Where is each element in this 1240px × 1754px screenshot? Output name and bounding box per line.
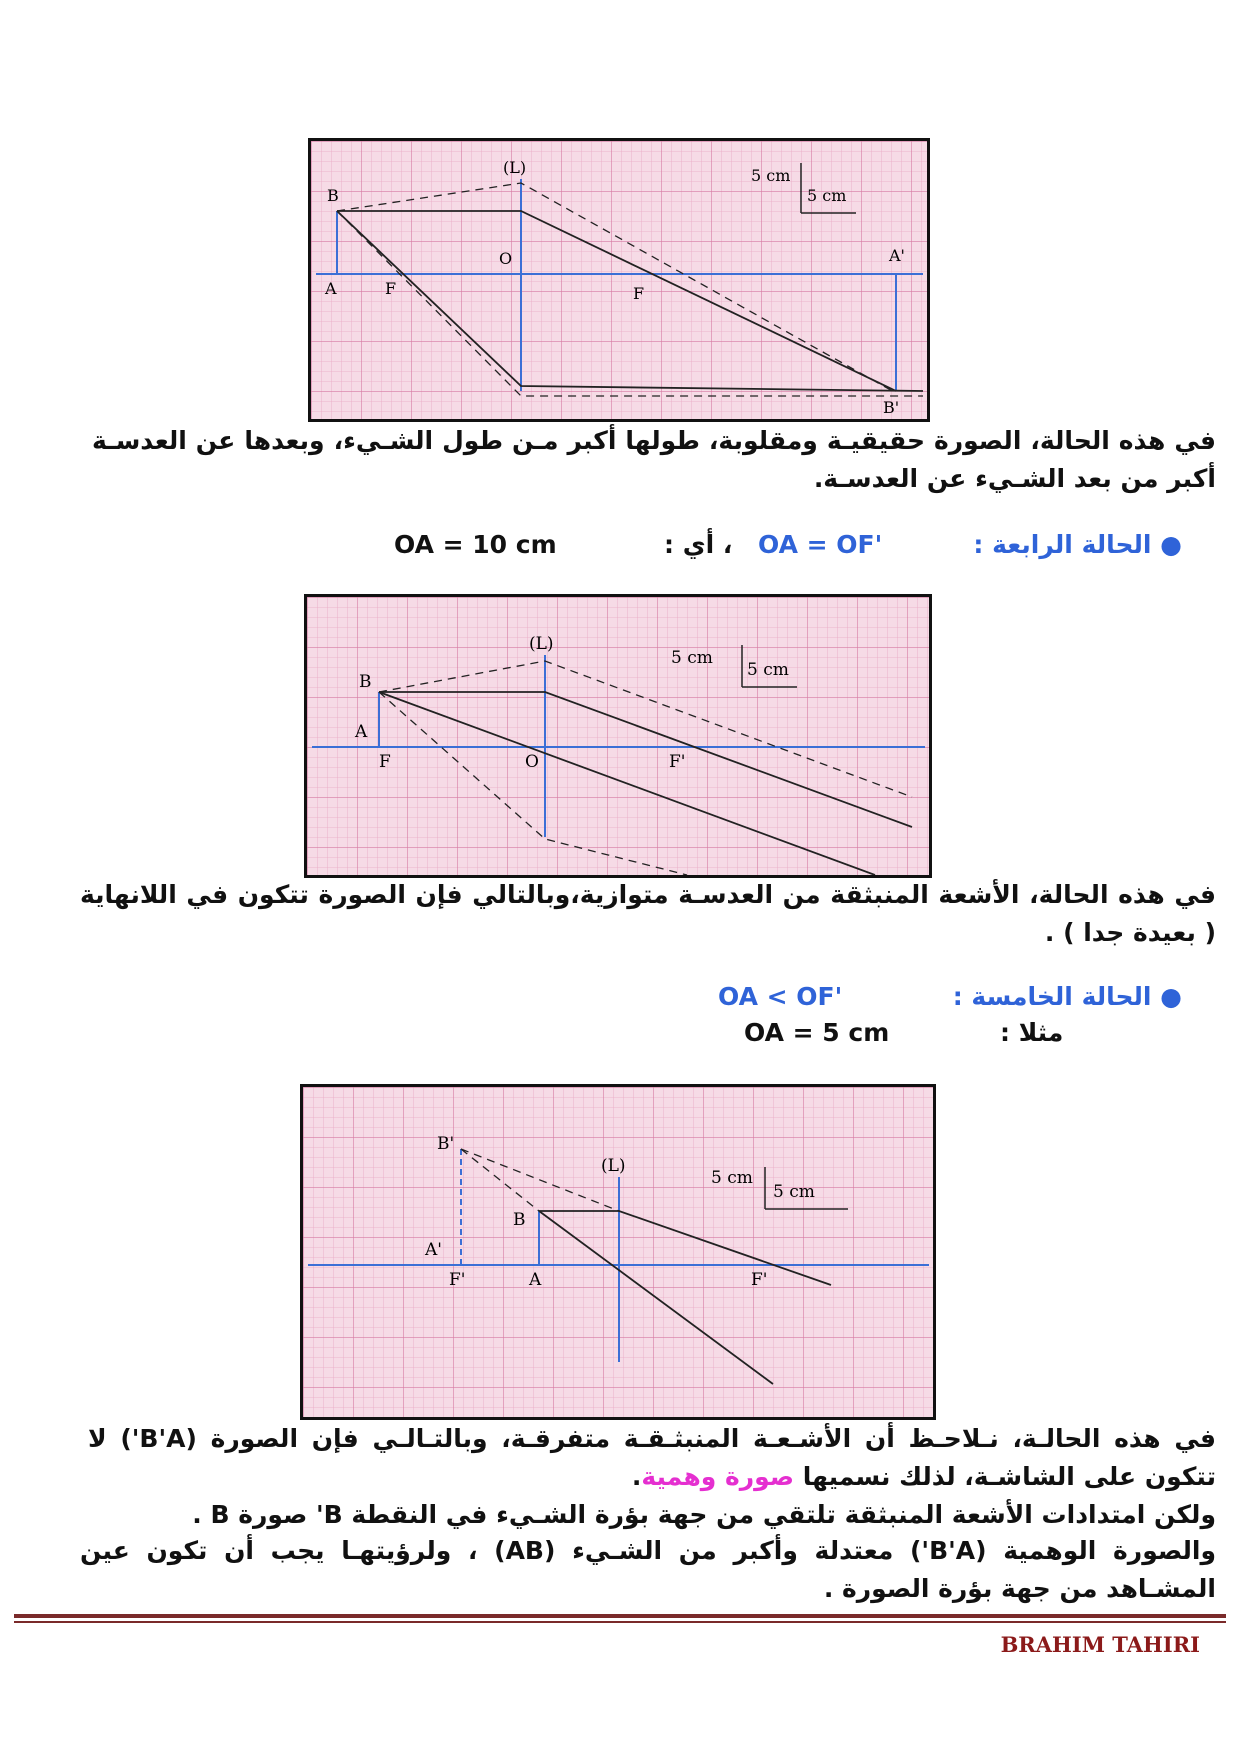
virtual-image-highlight: صورة وهمية — [641, 1462, 794, 1491]
label-B: B — [513, 1210, 526, 1230]
label-B: B — [327, 186, 339, 205]
footer-rule — [14, 1614, 1226, 1618]
label-A-prime: A' — [889, 246, 905, 265]
label-A: A — [355, 722, 368, 742]
case5-description — [88, 1420, 1216, 1496]
scale-h-label: 5 cm — [747, 660, 789, 680]
label-A: A — [325, 279, 337, 298]
label-B: B — [359, 672, 372, 692]
case5-line3: ولكن امتدادات الأشعة المنبثقة تلتقي من جهة بؤرة الشـيء في النقطة B' صورة B . — [192, 1500, 1216, 1529]
case4-connector: ، أي : — [664, 530, 733, 559]
case5-text-part2: . — [631, 1462, 642, 1491]
figure-case5-ray-diagram — [300, 1084, 936, 1420]
case5-example-label: مثلا : — [1000, 1018, 1064, 1047]
lens-label: (L) — [529, 634, 554, 654]
case4-value: OA = 10 cm — [394, 530, 557, 559]
scale-v-label: 5 cm — [751, 166, 791, 185]
case5-text-part1: في هذه الحالـة، نـلاحـظ أن الأشـعـة المنبثـقـة متفرقـة، وبالتـالـي فإن الصورة (B'A') لا تتكون على الشاشـة، لذلك نسميها — [88, 1424, 1216, 1491]
case4-heading: ● الحالة الرابعة : — [973, 530, 1182, 559]
lens-label: (L) — [601, 1156, 626, 1176]
scale-h-label: 5 cm — [773, 1182, 815, 1202]
scale-v-label: 5 cm — [711, 1168, 753, 1188]
case5-heading: ● الحالة الخامسة : — [952, 982, 1182, 1011]
label-A-prime: A' — [425, 1240, 442, 1260]
case4-description: في هذه الحالة، الأشعة المنبثقة من العدسـة متوازية،وبالتالي فإن الصورة تتكون في اللانهاية ( بعيدة جدا ) . — [80, 880, 1216, 947]
label-F-prime: F' — [669, 752, 686, 772]
label-A: A — [529, 1270, 542, 1290]
case5-line4: والصورة الوهمية (B'A') معتدلة وأكبر من الشـيء (AB) ، ولرؤيتهـا يجب أن تكون عين المشـاهد من جهة بؤرة الصورة . — [80, 1536, 1216, 1603]
ray-diagram-svg — [307, 597, 929, 875]
label-F: F' — [449, 1270, 466, 1290]
figure-case3-ray-diagram — [308, 138, 930, 422]
case4-condition: OA = OF' — [758, 530, 883, 559]
label-O: O — [525, 752, 539, 772]
label-F-prime: F — [633, 284, 645, 303]
ray-diagram-svg — [311, 141, 927, 419]
lens-label: (L) — [503, 158, 527, 177]
case3-description: في هذه الحالة، الصورة حقيقيـة ومقلوبة، طولها أكبر مـن طول الشـيء، وبعدها عن العدسـة أكبر من بعد الشـيء عن العدسـة. — [92, 426, 1216, 493]
label-F-prime: F' — [751, 1270, 768, 1290]
scale-v-label: 5 cm — [671, 648, 713, 668]
label-F: F — [385, 279, 397, 298]
label-F: F — [379, 752, 391, 772]
case5-value: OA = 5 cm — [744, 1018, 890, 1047]
label-B-prime: B' — [437, 1134, 455, 1154]
label-B-prime: B' — [883, 398, 900, 417]
ray-diagram-svg — [303, 1087, 933, 1417]
scale-h-label: 5 cm — [807, 186, 847, 205]
label-O: O — [499, 249, 513, 268]
footer-rule-thin — [14, 1621, 1226, 1623]
figure-case4-ray-diagram — [304, 594, 932, 878]
author-name: BRAHIM TAHIRI — [1000, 1632, 1200, 1657]
case5-condition: OA < OF' — [718, 982, 843, 1011]
